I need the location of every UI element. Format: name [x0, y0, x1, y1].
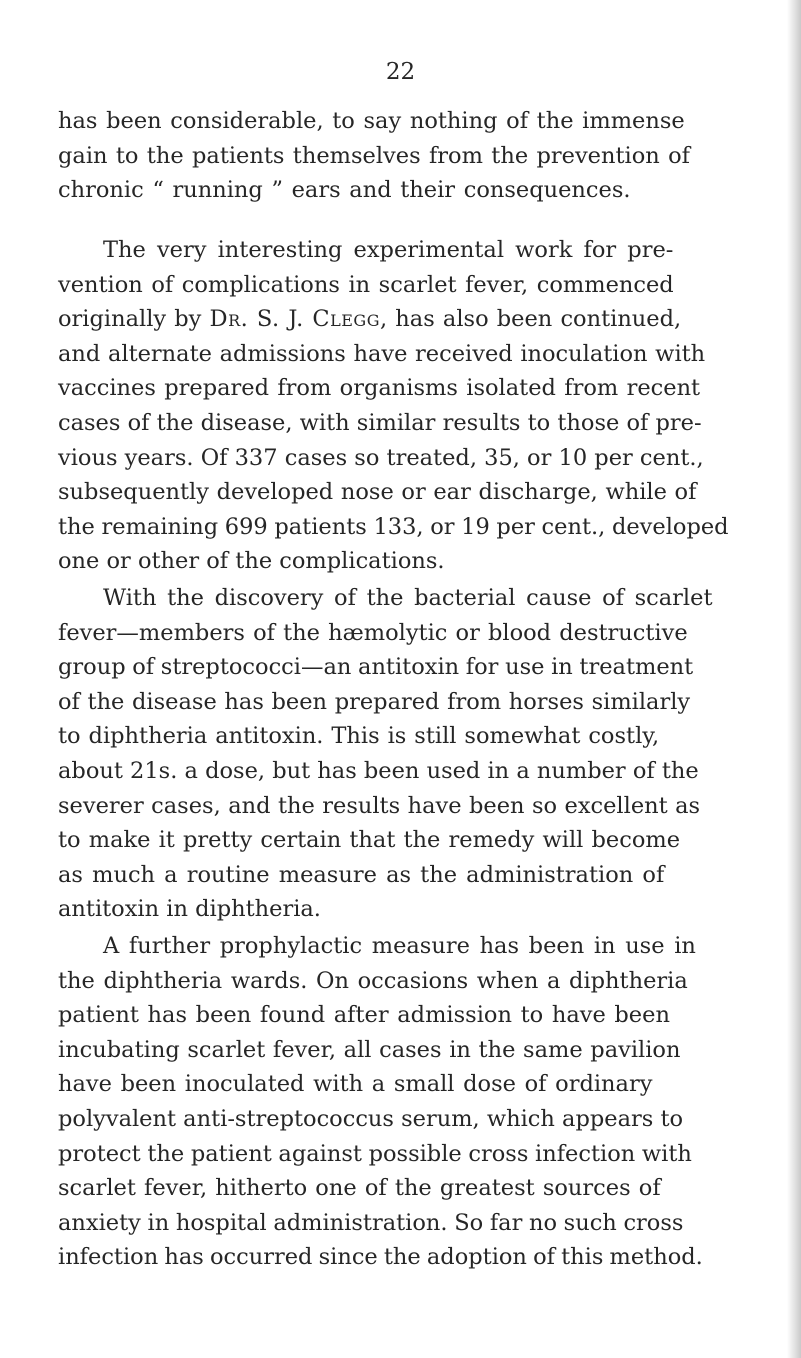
text-line: gain to the patients themselves from the prevention of	[58, 142, 690, 169]
text-line: scarlet fever, hitherto one of the greatest sources of	[58, 1175, 661, 1202]
text-line: antitoxin in diphtheria.	[58, 896, 321, 923]
text-line: fever—members of the hæmolytic or blood destructive	[58, 619, 688, 646]
text-line: With the discovery of the bacterial cause of scarlet	[103, 585, 713, 611]
text-line: of the disease has been prepared from horses similarly	[58, 688, 691, 715]
text-line: the remaining 699 patients 133, or 19 per cent., developed	[58, 513, 729, 540]
text-line: the diphtheria wards. On occasions when a diphtheria	[58, 967, 688, 994]
text-line: chronic “ running ” ears and their consequences.	[58, 177, 631, 204]
text-line: have been inoculated with a small dose of ordinary	[58, 1071, 653, 1098]
text-line: cases of the disease, with similar results to those of pre-	[58, 409, 702, 436]
text-line: severer cases, and the results have been so excellent as	[58, 792, 701, 819]
text-line: subsequently developed nose or ear discharge, while of	[58, 479, 697, 506]
text-line: patient has been found after admission to have been	[58, 1002, 670, 1029]
paragraph-1	[58, 104, 690, 208]
text-fragment: , has also been continued,	[380, 306, 682, 333]
text-line: protect the patient against possible cross infection with	[58, 1140, 692, 1167]
text-line: as much a routine measure as the administration of	[58, 861, 665, 888]
page-number: 22	[385, 59, 416, 85]
text-line: about 21s. a dose, but has been used in a number of the	[58, 757, 699, 784]
page-edge-shadow	[787, 0, 801, 1358]
text-line: anxiety in hospital administration. So far no such cross	[58, 1209, 684, 1236]
text-line: A further prophylactic measure has been in use in	[103, 933, 696, 959]
text-line: vaccines prepared from organisms isolated from recent	[58, 375, 701, 402]
text-line: to make it pretty certain that the remedy will become	[58, 827, 681, 854]
author-name: Dr. S. J. Clegg	[209, 306, 380, 333]
paragraph-3	[58, 581, 712, 927]
text-line: one or other of the complications.	[58, 548, 445, 575]
text-line: polyvalent anti-streptococcus serum, which appears to	[58, 1105, 684, 1132]
text-line: infection has occurred since the adoption of this method.	[58, 1244, 703, 1271]
text-line: vious years. Of 337 cases so treated, 35, or 10 per cent.,	[58, 444, 704, 471]
text-line: and alternate admissions have received inoculation with	[58, 340, 706, 367]
text-line: incubating scarlet fever, all cases in the same pavilion	[58, 1036, 681, 1063]
text-line: vention of complications in scarlet fever, commenced	[58, 271, 674, 298]
text-fragment: originally by	[58, 306, 210, 333]
text-line: to diphtheria antitoxin. This is still somewhat costly,	[58, 723, 660, 750]
text-line: The very interesting experimental work for pre-	[103, 237, 674, 263]
text-line-with-name	[58, 302, 729, 337]
paragraph-2	[58, 233, 729, 579]
paragraph-4	[58, 929, 703, 1275]
text-line: has been considerable, to say nothing of the immense	[58, 108, 685, 134]
text-line: group of streptococci—an antitoxin for use in treatment	[58, 654, 694, 681]
